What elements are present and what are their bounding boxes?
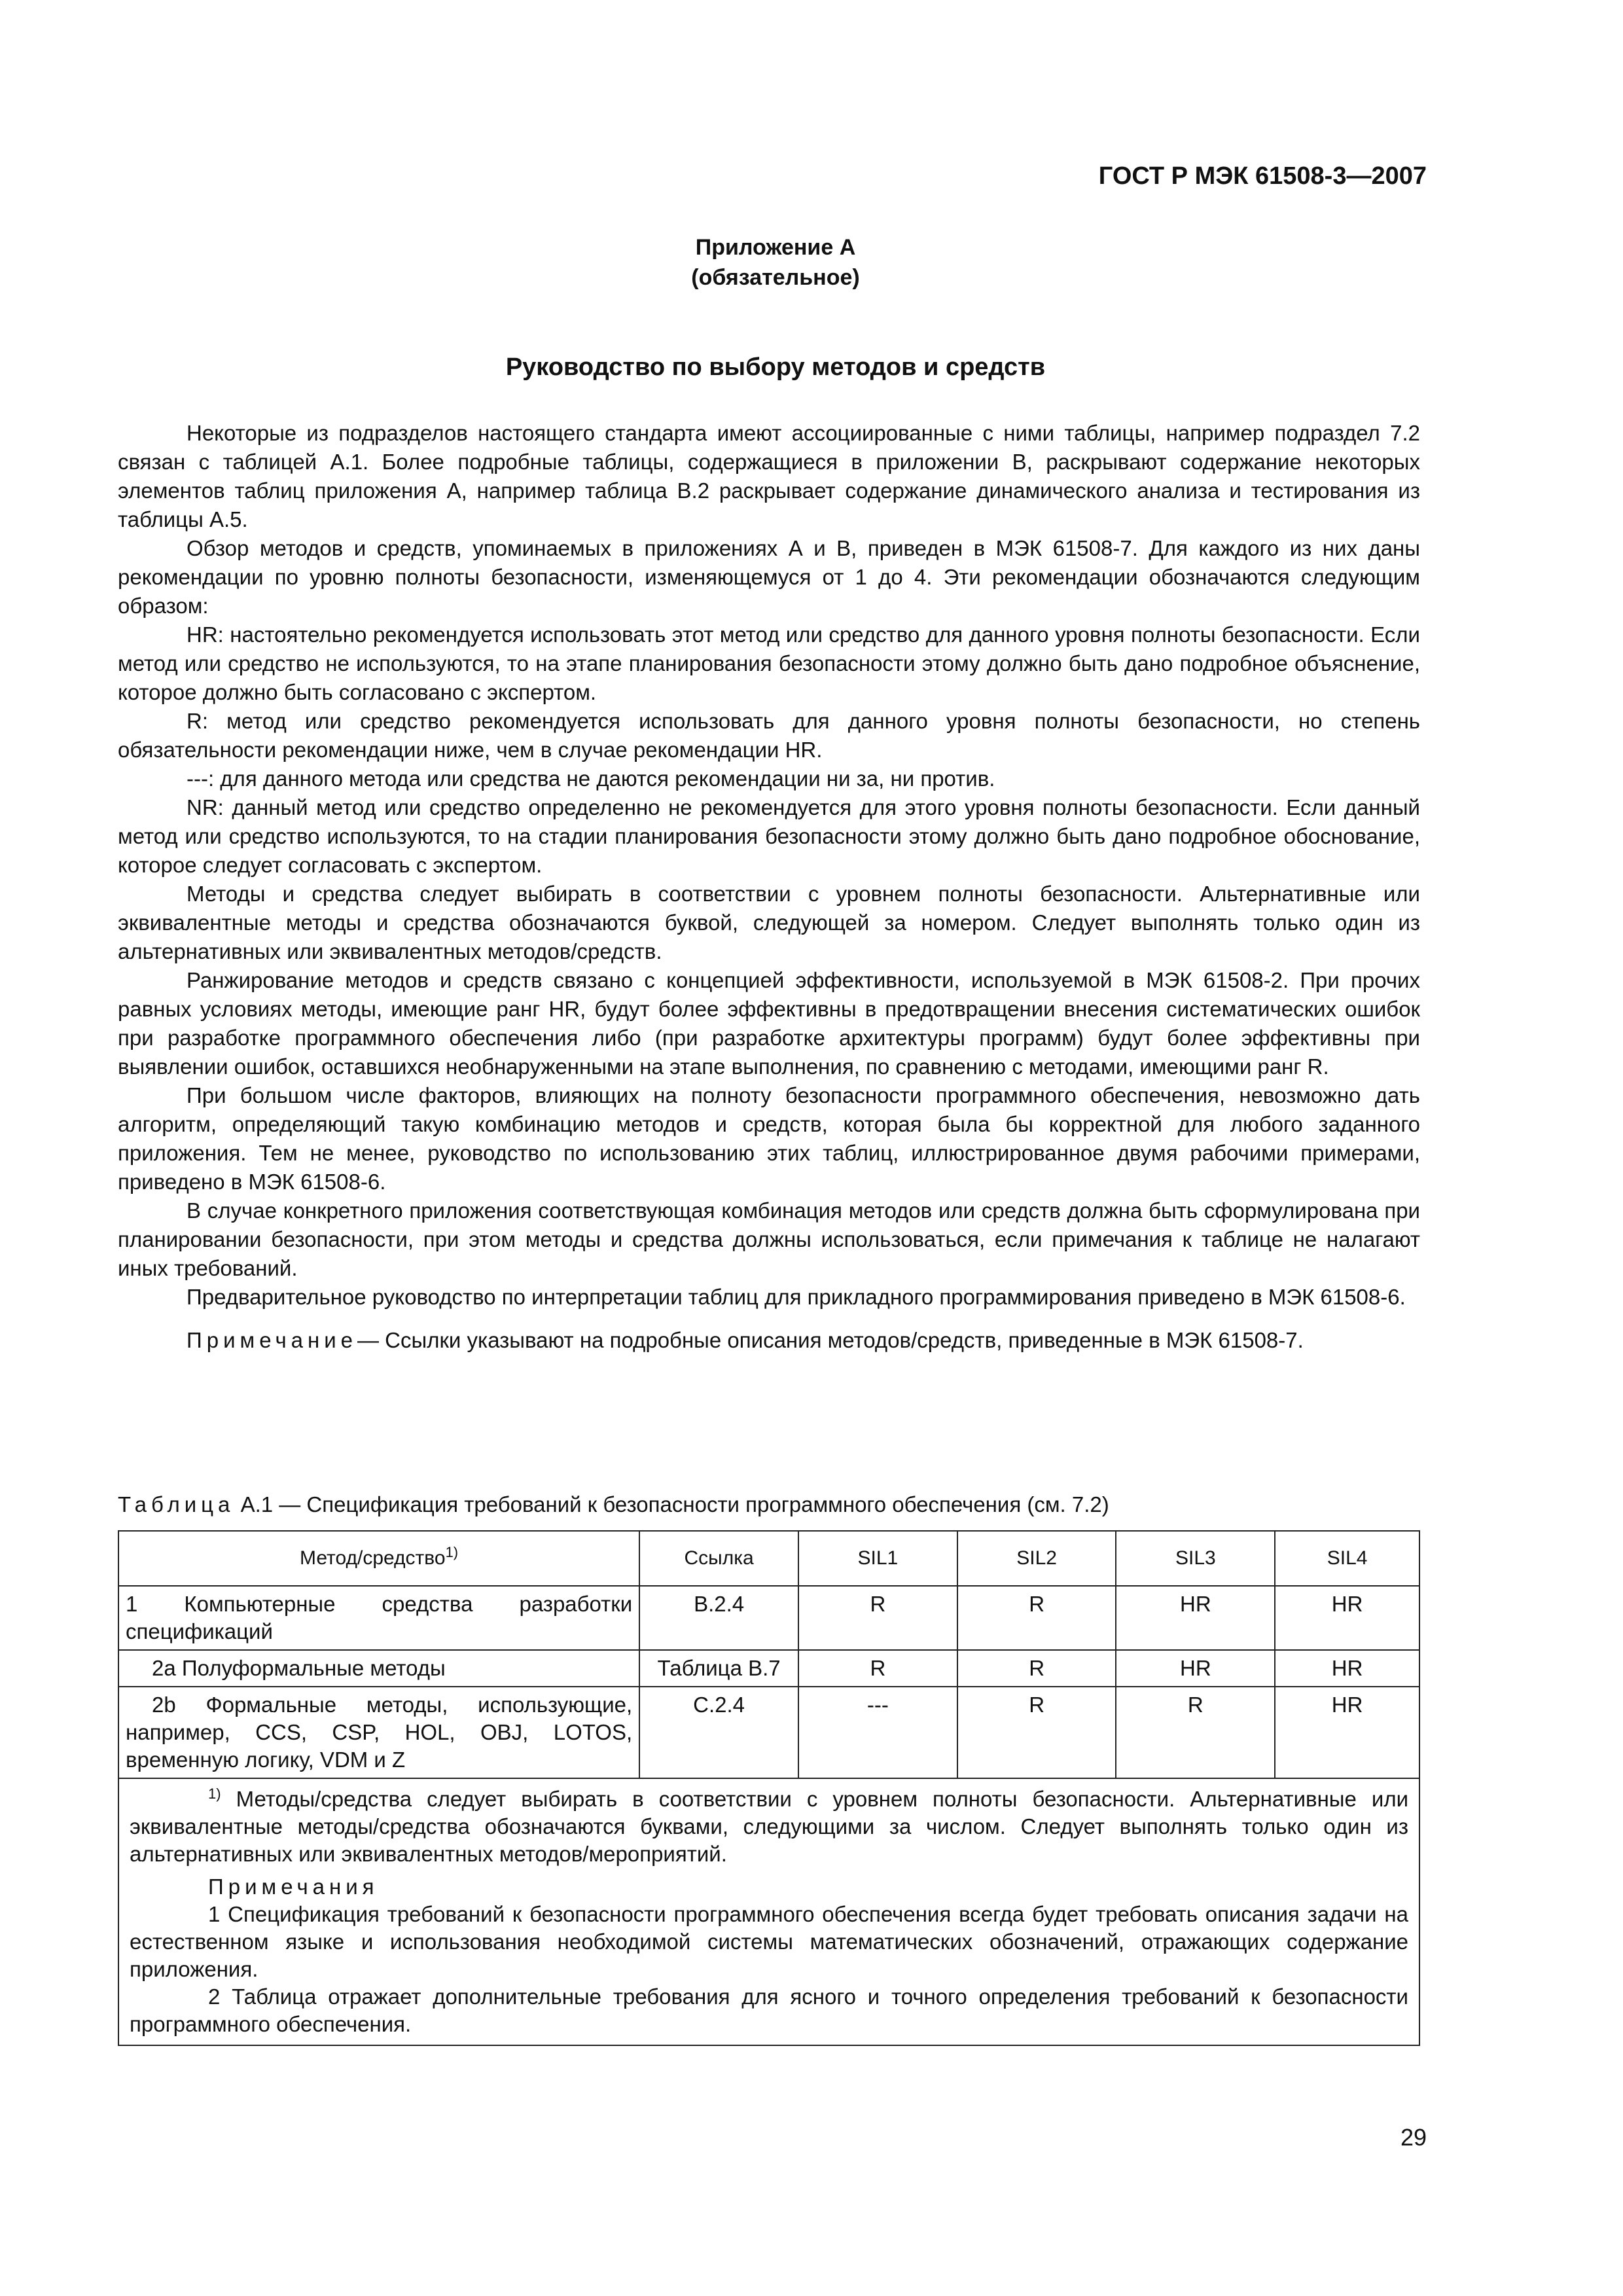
- table-notes: [118, 1778, 1419, 2045]
- annex-title: [0, 232, 1551, 293]
- document-header: ГОСТ Р МЭК 61508-3—2007: [1098, 162, 1427, 190]
- cell-sil3: HR: [1116, 1650, 1275, 1687]
- header-sil3: SIL3: [1116, 1531, 1275, 1586]
- table-note-2: 2 Таблица отражает дополнительные требования для ясного и точного определения требований к безопасности программного обеспечения.: [130, 1984, 1408, 2036]
- annex-label: Приложение А: [695, 235, 856, 260]
- cell-reference: С.2.4: [639, 1687, 798, 1778]
- body-text: [118, 419, 1420, 1355]
- table-caption-text: А.1 — Спецификация требований к безопасности программного обеспечения (см. 7.2): [240, 1492, 1109, 1516]
- cell-sil3: HR: [1116, 1586, 1275, 1650]
- paragraph: R: метод или средство рекомендуется использовать для данного уровня полноты безопасности, но степень обязательности рекомендации ниже, чем в случае рекомендации HR.: [118, 709, 1420, 762]
- table-row: [118, 1687, 1419, 1778]
- cell-sil2: R: [957, 1687, 1116, 1778]
- table-caption: [118, 1492, 1109, 1517]
- cell-sil3: R: [1116, 1687, 1275, 1778]
- cell-sil1: R: [798, 1586, 957, 1650]
- table-note-1: 1 Спецификация требований к безопасности программного обеспечения всегда будет требовать описания задачи на естественном языке и использования необходимой системы математических обозначений, отражающих содержание приложения.: [130, 1902, 1408, 1981]
- paragraph: При большом числе факторов, влияющих на полноту безопасности программного обеспечения, невозможно дать алгоритм, определяющий такую комбинацию методов и средств, которая была бы корректной для любого заданного приложения. Тем не менее, руководство по использованию этих таблиц, иллюстрированное двумя рабочими примерами, приведено в МЭК 61508-6.: [118, 1083, 1420, 1194]
- header-sil1: SIL1: [798, 1531, 957, 1586]
- paragraph: В случае конкретного приложения соответствующая комбинация методов или средств должна быть сформулирована при планировании безопасности, при этом методы и средства должны использоваться, если примечания к таблице не налагают иных требований.: [118, 1198, 1420, 1280]
- paragraph: Ранжирование методов и средств связано с концепцией эффективности, используемой в МЭК 61508-2. При прочих равных условиях методы, имеющие ранг HR, будут более эффективны в предотвращении внесения систематических ошибок при разработке программного обеспечения либо (при разработке архитектуры программ) будут более эффективны при выявлении ошибок, оставшихся необнаруженными на этапе выполнения, по сравнению с методами, имеющими ранг R.: [118, 968, 1420, 1079]
- cell-method: 2b Формальные методы, использующие, например, CCS, CSP, HOL, OBJ, LOTOS, временную логику, VDM и Z: [118, 1687, 639, 1778]
- table-caption-label: Таблица: [118, 1492, 235, 1516]
- paragraph: ---: для данного метода или средства не даются рекомендации ни за, ни против.: [187, 766, 995, 791]
- cell-reference: Таблица В.7: [639, 1650, 798, 1687]
- footnote-marker: 1): [208, 1785, 221, 1802]
- paragraph: HR: настоятельно рекомендуется использовать этот метод или средство для данного уровня полноты безопасности. Если метод или средство не используются, то на этапе планирования безопасности этому должно быть дано подробное объяснение, которое должно быть согласовано с экспертом.: [118, 622, 1420, 704]
- annex-status: (обязательное): [691, 265, 860, 290]
- page-number: 29: [1400, 2124, 1427, 2151]
- paragraph: Некоторые из подразделов настоящего стандарта имеют ассоциированные с ними таблицы, например подраздел 7.2 связан с таблицей А.1. Более подробные таблицы, содержащиеся в приложении В, раскрывают содержание некоторых элементов таблиц приложения А, например таблица В.2 раскрывает содержание динамического анализа и тестирования из таблицы А.5.: [118, 421, 1420, 531]
- header-sil4: SIL4: [1275, 1531, 1419, 1586]
- table-row: [118, 1650, 1419, 1687]
- notes-label: Примечания: [208, 1874, 379, 1899]
- paragraph: NR: данный метод или средство определенно не рекомендуется для этого уровня полноты безопасности. Если данный метод или средство используются, то на стадии планирования безопасности этому должно быть дано подробное обоснование, которое следует согласовать с экспертом.: [118, 795, 1420, 877]
- paragraph: Методы и средства следует выбирать в соответствии с уровнем полноты безопасности. Альтернативные или эквивалентные методы и средства обозначаются буквой, следующей за номером. Следует выполнять только один из альтернативных или эквивалентных методов/средств.: [118, 882, 1420, 963]
- footnote-ref: 1): [445, 1544, 459, 1560]
- cell-sil2: R: [957, 1586, 1116, 1650]
- table-header-row: [118, 1531, 1419, 1586]
- cell-method: 1 Компьютерные средства разработки спецификаций: [118, 1586, 639, 1650]
- cell-method: 2a Полуформальные методы: [118, 1650, 639, 1687]
- paragraph: Обзор методов и средств, упоминаемых в приложениях А и В, приведен в МЭК 61508-7. Для каждого из них даны рекомендации по уровню полноты безопасности, изменяющемуся от 1 до 4. Эти рекомендации обозначаются следующим образом:: [118, 536, 1420, 618]
- cell-sil4: HR: [1275, 1687, 1419, 1778]
- cell-sil4: HR: [1275, 1650, 1419, 1687]
- cell-reference: В.2.4: [639, 1586, 798, 1650]
- requirements-table: [118, 1530, 1420, 2046]
- cell-sil1: R: [798, 1650, 957, 1687]
- note-label: Примечание: [187, 1328, 358, 1352]
- note-text: — Ссылки указывают на подробные описания методов/средств, приведенные в МЭК 61508-7.: [357, 1328, 1304, 1352]
- table-row: [118, 1586, 1419, 1650]
- header-sil2: SIL2: [957, 1531, 1116, 1586]
- paragraph: Предварительное руководство по интерпретации таблиц для прикладного программирования приведено в МЭК 61508-6.: [187, 1285, 1406, 1309]
- table-notes-row: [118, 1778, 1419, 2045]
- note-paragraph: [118, 1326, 1420, 1355]
- cell-sil2: R: [957, 1650, 1116, 1687]
- section-title: Руководство по выбору методов и средств: [505, 353, 1046, 381]
- header-reference: Ссылка: [639, 1531, 798, 1586]
- cell-sil1: ---: [798, 1687, 957, 1778]
- header-method: Метод/средство$^{1)}$: [118, 1531, 639, 1586]
- table-footnote: $^{1)}$ Методы/средства следует выбирать в соответствии с уровнем полноты безопасности. Альтернативные или эквивалентные методы/средства обозначаются буквами, следующими за числом. Следует выполнять только один из альтернативных или эквивалентных методов/мероприятий.: [130, 1785, 1409, 1866]
- cell-sil4: HR: [1275, 1586, 1419, 1650]
